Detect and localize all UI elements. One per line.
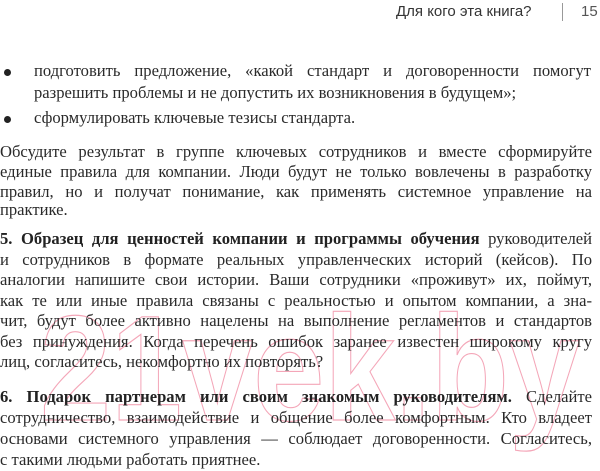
paragraph-line: с такими людьми работать приятнее. xyxy=(0,450,261,469)
paragraph-line: практике. xyxy=(0,200,68,219)
paragraph-line: лиц, согласитесь, некомфортно их повторять? xyxy=(0,352,324,371)
paragraph-line: правил, но и получат понимание, как применять системное управление на xyxy=(0,182,592,201)
bullet-icon xyxy=(4,69,11,76)
section-5-text: руководителей xyxy=(479,229,593,248)
paragraph-line: сотрудничество, взаимодействие и общение более комфортным. Кто владеет xyxy=(0,408,592,427)
bullet-icon xyxy=(4,116,11,123)
paragraph-line: и сотрудников в формате реальных управленческих историй (кейсов). По xyxy=(0,250,592,269)
list-item-line: подготовить предложение, «какой стандарт и договоренности помогут xyxy=(34,61,591,80)
paragraph-line: аналогии напишите свои истории. Ваши сотрудники «проживут» их, поймут, xyxy=(0,270,592,289)
watermark-text: 21vek.by xyxy=(40,284,580,452)
paragraph-line: единые правила для компании. Люди будут не только вовлечены в разработку xyxy=(0,162,592,181)
section-6-first-line xyxy=(0,387,592,407)
section-5-heading: 5. Образец для ценностей компании и программы обучения xyxy=(0,229,480,248)
paragraph-line: как те или иные правила связаны с реальностью и опытом компании, а зна- xyxy=(0,291,592,310)
list-item-line: сформулировать ключевые тезисы стандарта. xyxy=(34,108,356,127)
paragraph-line: чит, будут более активно нацелены на выполнение регламентов и стандартов xyxy=(0,311,592,330)
section-6-text: Сделайте xyxy=(511,387,592,406)
page-number: 15 xyxy=(581,3,598,20)
section-6-heading: 6. Подарок партнерам или своим знакомым руководителям. xyxy=(0,387,512,406)
header-divider xyxy=(562,3,563,21)
list-item-line: разрешить проблемы и не допустить их возникновения в будущем»; xyxy=(34,83,517,102)
section-5-first-line xyxy=(0,229,592,249)
paragraph-line: основами системного управления — соблюдает договоренности. Согласитесь, xyxy=(0,429,592,448)
paragraph-line: Обсудите результат в группе ключевых сотрудников и вместе сформируйте xyxy=(0,142,592,161)
paragraph-line: без принуждения. Когда перечень ошибок заранее известен широкому кругу xyxy=(0,332,592,351)
running-header-title: Для кого эта книга? xyxy=(396,3,532,20)
